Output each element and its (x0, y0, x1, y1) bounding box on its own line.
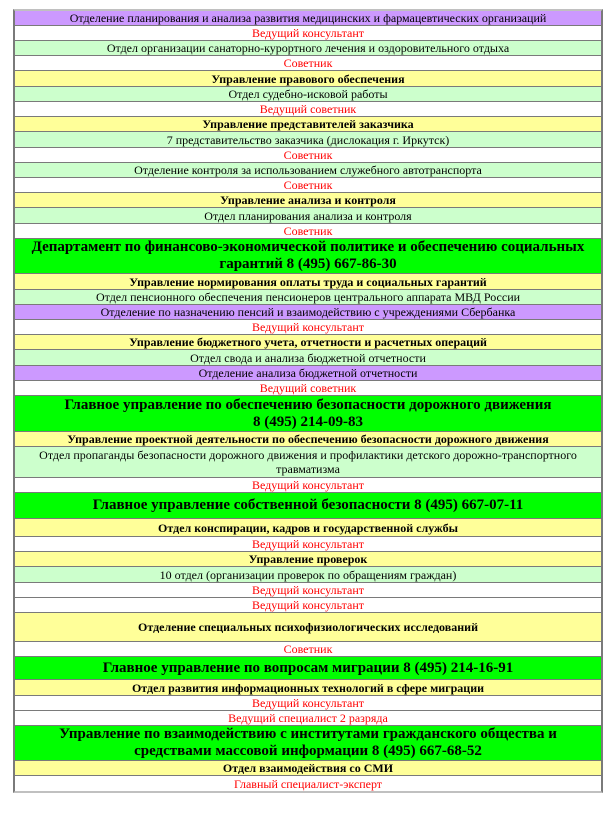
directorate-row (15, 519, 601, 537)
department-name: Главное управление собственной безопасности 8 (495) 667-07-11 (92, 497, 524, 513)
directorate-name: Отдел конспирации, кадров и государственной службы (158, 520, 458, 535)
position-name: Ведущий консультант (251, 537, 365, 551)
division-row (15, 447, 601, 478)
department-row (15, 396, 601, 432)
position-row (15, 102, 601, 117)
vacancy-table (13, 9, 603, 793)
position-row (15, 148, 601, 163)
position-row (15, 598, 601, 613)
position-row (15, 56, 601, 71)
section-name: Отделение планирования и анализа развития медицинских и фармацевтических организаций (69, 11, 547, 25)
section-row (15, 366, 601, 381)
department-name: Департамент по финансово-экономической политике и обеспечению социальных гарантий 8 (495) 667-86-30 (31, 239, 585, 272)
position-name: Советник (283, 224, 333, 238)
position-name: Ведущий специалист 2 разряда (228, 711, 388, 725)
division-name: Отделение контроля за использованием служебного автотранспорта (134, 163, 482, 177)
division-row (15, 290, 601, 305)
position-name: Ведущий консультант (251, 478, 365, 492)
department-name: Управление по взаимодействию с институтами гражданского общества и средствами массовой информации 8 (495) 667-68-52 (59, 726, 557, 759)
position-name: Главный специалист-эксперт (233, 776, 383, 791)
directorate-name: Управление нормирования оплаты труда и социальных гарантий (129, 274, 487, 289)
directorate-row (15, 193, 601, 208)
directorate-row (15, 432, 601, 447)
division-row (15, 87, 601, 102)
section-name: Отделение анализа бюджетной отчетности (198, 366, 418, 380)
directorate-name: Управление правового обеспечения (211, 71, 405, 86)
division-name: Отдел планирования анализа и контроля (204, 208, 412, 223)
position-name: Ведущий консультант (251, 26, 365, 40)
section-row (15, 305, 601, 320)
position-name: Советник (283, 148, 333, 162)
position-row (15, 583, 601, 598)
position-row (15, 776, 601, 791)
position-row (15, 320, 601, 335)
position-name: Ведущий консультант (251, 696, 365, 710)
directorate-name: Управление проверок (248, 552, 368, 566)
position-name: Советник (283, 178, 333, 192)
division-row (15, 132, 601, 148)
division-row (15, 567, 601, 583)
position-name: Ведущий консультант (251, 598, 365, 612)
directorate-row (15, 761, 601, 776)
position-row (15, 478, 601, 493)
position-row (15, 26, 601, 41)
division-name: 7 представительство заказчика (дислокация г. Иркутск) (166, 132, 450, 147)
position-row (15, 696, 601, 711)
position-row (15, 642, 601, 657)
division-name: Отдел судебно-исковой работы (228, 87, 388, 101)
position-name: Ведущий консультант (251, 320, 365, 334)
position-row (15, 224, 601, 239)
position-name: Советник (283, 56, 333, 70)
directorate-name: Управление бюджетного учета, отчетности и расчетных операций (129, 335, 487, 349)
directorate-name: Управление представителей заказчика (202, 117, 414, 131)
directorate-row (15, 552, 601, 567)
position-row (15, 178, 601, 193)
directorate-name: Отдел развития информационных технологий в сфере миграции (131, 680, 485, 695)
directorate-name: Управление анализа и контроля (220, 193, 396, 207)
division-name: Отдел организации санаторно-курортного лечения и оздоровительного отдыха (106, 41, 510, 55)
section-name: Отделение по назначению пенсий и взаимодействию с учреждениями Сбербанка (100, 305, 516, 319)
division-name: Отдел пенсионного обеспечения пенсионеров центрального аппарата МВД России (95, 290, 521, 304)
directorate-row (15, 613, 601, 642)
division-row (15, 350, 601, 366)
directorate-row (15, 71, 601, 87)
position-name: Ведущий советник (259, 381, 357, 395)
department-name: Главное управление по обеспечению безопасности дорожного движения 8 (495) 214-09-83 (64, 396, 552, 430)
position-name: Ведущий консультант (251, 583, 365, 597)
division-name: Отдел свода и анализа бюджетной отчетности (190, 350, 426, 365)
directorate-row (15, 335, 601, 350)
position-row (15, 381, 601, 396)
division-row (15, 208, 601, 224)
position-row (15, 537, 601, 552)
directorate-row (15, 274, 601, 290)
directorate-name: Управление проектной деятельности по обеспечению безопасности дорожного движения (67, 432, 549, 446)
division-name: Отдел пропаганды безопасности дорожного движения и профилактики детского дорожно-транспортного травматизма (39, 448, 577, 476)
department-phone: 8 (495) 214-09-83 (253, 413, 363, 430)
department-row (15, 239, 601, 274)
position-name: Ведущий советник (259, 102, 357, 116)
directorate-name: Отделение специальных психофизиологических исследований (138, 620, 478, 634)
section-row (15, 11, 601, 26)
division-row (15, 41, 601, 56)
department-name: Главное управление по вопросам миграции 8 (495) 214-16-91 (102, 659, 514, 676)
directorate-row (15, 680, 601, 696)
directorate-row (15, 117, 601, 132)
directorate-name: Отдел взаимодействия со СМИ (222, 761, 394, 775)
department-row (15, 726, 601, 761)
division-name: 10 отдел (организации проверок по обращениям граждан) (159, 567, 457, 582)
division-row (15, 163, 601, 178)
position-name: Советник (283, 642, 333, 656)
position-row (15, 711, 601, 726)
department-row (15, 493, 601, 519)
department-row (15, 657, 601, 680)
